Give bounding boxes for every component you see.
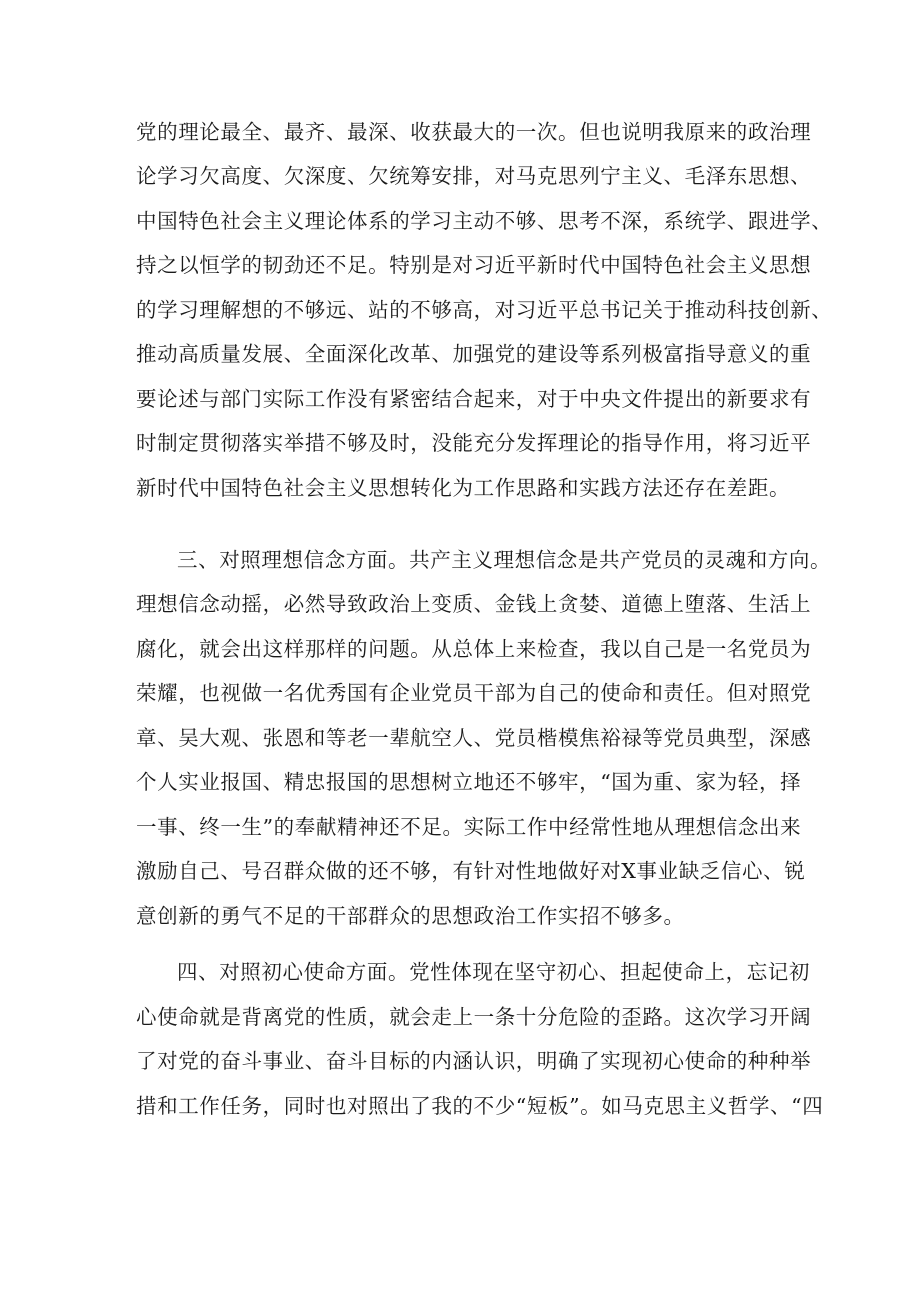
- paragraph-line: 论学习欠高度、欠深度、欠统筹安排，对马克思列宁主义、毛泽东思想、: [136, 164, 812, 188]
- paragraph-line: 章、吴大观、张恩和等老一辈航空人、党员楷模焦裕禄等党员典型，深感: [136, 726, 812, 750]
- paragraph-line: 个人实业报国、精忠报国的思想树立地还不够牢，“国为重、家为轻，择: [136, 770, 802, 794]
- paragraph-line: 措和工作任务，同时也对照出了我的不少“短板”。如马克思主义哲学、“四: [136, 1094, 824, 1118]
- paragraph-line: 了对党的奋斗事业、奋斗目标的内涵认识，明确了实现初心使命的种种举: [136, 1049, 812, 1073]
- paragraph-line: 持之以恒学的韧劲还不足。特别是对习近平新时代中国特色社会主义思想: [136, 253, 812, 277]
- section-4-first-line-text: 党性体现在坚守初心、担起使命上，忘记初: [409, 960, 811, 984]
- paragraph-line: 一事、终一生”的奉献精神还不足。实际工作中经常性地从理想信念出来: [136, 815, 802, 839]
- paragraph-line: 时制定贯彻落实举措不够及时，没能充分发挥理论的指导作用，将习近平: [136, 431, 812, 455]
- section-4-first-line: [177, 958, 811, 986]
- paragraph-line: 中国特色社会主义理论体系的学习主动不够、思考不深，系统学、跟进学、: [136, 209, 833, 233]
- paragraph-line: 腐化，就会出这样那样的问题。从总体上来检查，我以自己是一名党员为: [136, 637, 812, 661]
- paragraph-line: 荣耀，也视做一名优秀国有企业党员干部为自己的使命和责任。但对照党: [136, 681, 812, 705]
- paragraph-line: 的学习理解想的不够远、站的不够高，对习近平总书记关于推动科技创新、: [136, 298, 833, 322]
- section-3-heading: 三、对照理想信念方面。: [177, 548, 410, 572]
- paragraph-line: 意创新的勇气不足的干部群众的思想政治工作实招不够多。: [136, 904, 685, 928]
- paragraph-line: 推动高质量发展、全面深化改革、加强党的建设等系列极富指导意义的重: [136, 342, 812, 366]
- paragraph-line: 激励自己、号召群众做的还不够，有针对性地做好对X事业缺乏信心、锐: [136, 859, 806, 883]
- paragraph-line: 新时代中国特色社会主义思想转化为工作思路和实践方法还存在差距。: [136, 476, 791, 500]
- paragraph-line: 理想信念动摇，必然导致政治上变质、金钱上贪婪、道德上堕落、生活上: [136, 592, 812, 616]
- section-3-first-line-text: 共产主义理想信念是共产党员的灵魂和方向。: [409, 548, 832, 572]
- section-3-first-line: [177, 546, 832, 574]
- paragraph-line: 心使命就是背离党的性质，就会走上一条十分危险的歪路。这次学习开阔: [136, 1005, 812, 1029]
- section-4-heading: 四、对照初心使命方面。: [177, 960, 410, 984]
- paragraph-line: 要论述与部门实际工作没有紧密结合起来，对于中央文件提出的新要求有: [136, 387, 812, 411]
- paragraph-line: 党的理论最全、最齐、最深、收获最大的一次。但也说明我原来的政治理: [136, 120, 812, 144]
